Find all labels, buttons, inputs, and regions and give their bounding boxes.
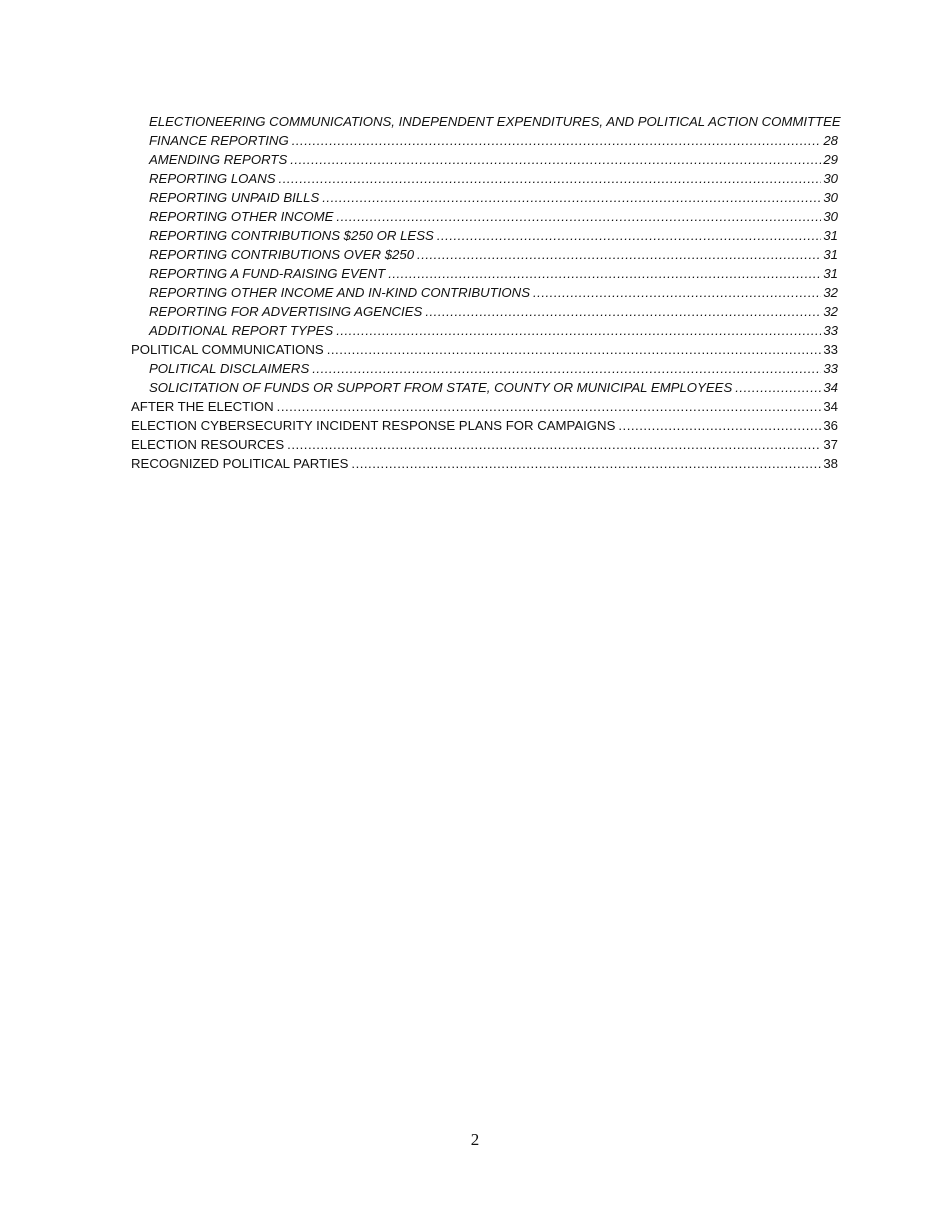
toc-entry-cybersecurity-plans[interactable]	[131, 416, 838, 435]
toc-leader-dots	[336, 207, 821, 226]
toc-entry-page: 36	[823, 418, 838, 433]
toc-entry-page: 31	[823, 266, 838, 281]
toc-entry-additional-report-types[interactable]	[131, 321, 838, 340]
toc-entry-title: REPORTING A FUND-RAISING EVENT	[149, 266, 386, 281]
toc-leader-dots	[388, 264, 821, 283]
toc-entry-electioneering-line1	[131, 112, 841, 131]
toc-entry-contributions-over-250[interactable]	[131, 245, 838, 264]
toc-entry-page: 31	[823, 228, 838, 243]
toc-entry-amending-reports[interactable]	[131, 150, 838, 169]
toc-entry-page: 34	[823, 380, 838, 395]
toc-entry-title: ELECTION CYBERSECURITY INCIDENT RESPONSE PLANS FOR CAMPAIGNS	[131, 418, 616, 433]
toc-entry-page: 31	[823, 247, 838, 262]
toc-leader-dots	[290, 150, 821, 169]
toc-entry-title: FINANCE REPORTING	[149, 133, 289, 148]
toc-leader-dots	[327, 340, 822, 359]
toc-leader-dots	[322, 188, 821, 207]
toc-entry-title: REPORTING UNPAID BILLS	[149, 190, 320, 205]
toc-entry-recognized-parties[interactable]	[131, 454, 838, 473]
toc-leader-dots	[735, 378, 821, 397]
toc-entry-title: REPORTING CONTRIBUTIONS OVER $250	[149, 247, 415, 262]
toc-entry-title: REPORTING LOANS	[149, 171, 276, 186]
toc-entry-title: RECOGNIZED POLITICAL PARTIES	[131, 456, 349, 471]
toc-entry-title: AMENDING REPORTS	[149, 152, 288, 167]
toc-leader-dots	[292, 131, 822, 150]
toc-entry-title: POLITICAL COMMUNICATIONS	[131, 342, 324, 357]
toc-entry-finance-reporting[interactable]	[131, 131, 838, 150]
toc-entry-title: REPORTING CONTRIBUTIONS $250 OR LESS	[149, 228, 434, 243]
toc-entry-political-disclaimers[interactable]	[131, 359, 838, 378]
page-number: 2	[470, 1130, 480, 1149]
toc-entry-page: 30	[823, 171, 838, 186]
toc-leader-dots	[417, 245, 821, 264]
toc-entry-reporting-unpaid-bills[interactable]	[131, 188, 838, 207]
toc-leader-dots	[279, 169, 822, 188]
toc-entry-title: ADDITIONAL REPORT TYPES	[149, 323, 334, 338]
toc-entry-title: ELECTION RESOURCES	[131, 437, 285, 452]
toc-entry-title: REPORTING FOR ADVERTISING AGENCIES	[149, 304, 423, 319]
table-of-contents	[131, 112, 841, 473]
toc-entry-page: 34	[823, 399, 838, 414]
toc-entry-page: 32	[823, 304, 838, 319]
toc-entry-page: 33	[823, 342, 838, 357]
toc-entry-reporting-loans[interactable]	[131, 169, 838, 188]
toc-leader-dots	[425, 302, 821, 321]
toc-entry-reporting-other-income[interactable]	[131, 207, 838, 226]
toc-leader-dots	[618, 416, 821, 435]
toc-entry-page: 29	[823, 152, 838, 167]
toc-entry-title: REPORTING OTHER INCOME	[149, 209, 334, 224]
toc-leader-dots	[437, 226, 822, 245]
toc-entry-page: 28	[823, 133, 838, 148]
toc-entry-page: 33	[823, 361, 838, 376]
toc-leader-dots	[533, 283, 821, 302]
toc-leader-dots	[336, 321, 821, 340]
toc-entry-political-communications[interactable]	[131, 340, 838, 359]
toc-leader-dots	[287, 435, 821, 454]
toc-entry-title: SOLICITATION OF FUNDS OR SUPPORT FROM STATE, COUNTY OR MUNICIPAL EMPLOYEES	[149, 380, 733, 395]
toc-entry-title: REPORTING OTHER INCOME AND IN-KIND CONTRIBUTIONS	[149, 285, 530, 300]
toc-entry-advertising-agencies[interactable]	[131, 302, 838, 321]
toc-entry-page: 33	[823, 323, 838, 338]
toc-entry-page: 38	[823, 456, 838, 471]
toc-leader-dots	[351, 454, 821, 473]
toc-leader-dots	[277, 397, 822, 416]
toc-entry-page: 32	[823, 285, 838, 300]
toc-entry-page: 30	[823, 209, 838, 224]
toc-entry-after-the-election[interactable]	[131, 397, 838, 416]
toc-entry-title: AFTER THE ELECTION	[131, 399, 274, 414]
toc-entry-page: 37	[823, 437, 838, 452]
toc-entry-election-resources[interactable]	[131, 435, 838, 454]
toc-entry-solicitation-of-funds[interactable]	[131, 378, 838, 397]
toc-leader-dots	[312, 359, 821, 378]
toc-entry-page: 30	[823, 190, 838, 205]
toc-entry-other-income-in-kind[interactable]	[131, 283, 838, 302]
toc-entry-title: ELECTIONEERING COMMUNICATIONS, INDEPENDENT EXPENDITURES, AND POLITICAL ACTION COMMITTEE	[149, 114, 841, 129]
toc-entry-fund-raising-event[interactable]	[131, 264, 838, 283]
toc-entry-contributions-250-or-less[interactable]	[131, 226, 838, 245]
toc-entry-title: POLITICAL DISCLAIMERS	[149, 361, 310, 376]
